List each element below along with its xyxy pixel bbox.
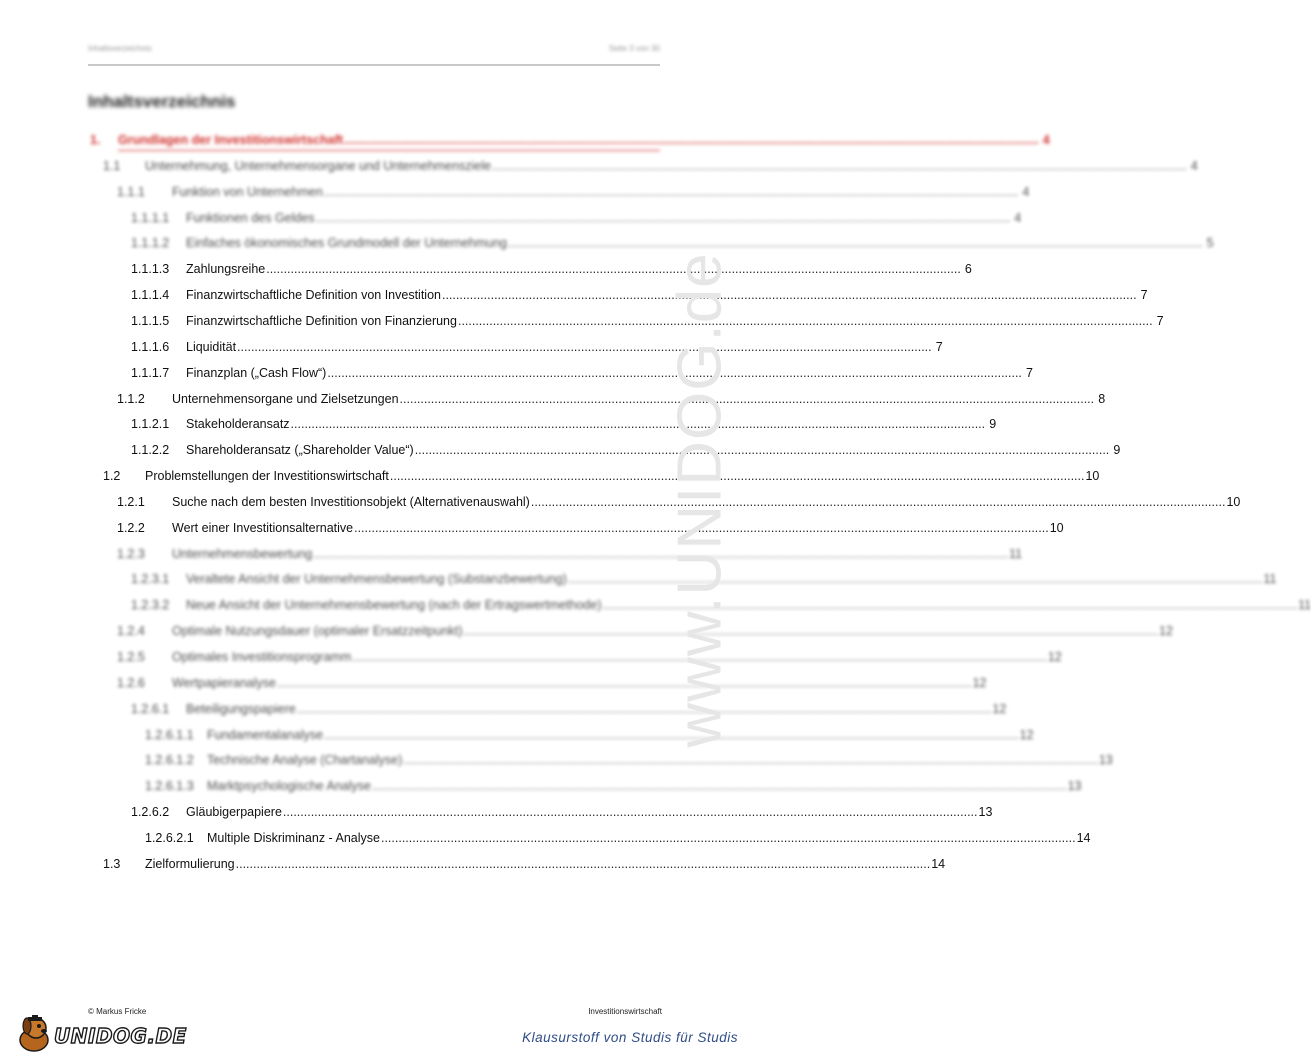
toc-leader-dots: ........................................................................................................................................................................................................: [567, 572, 1263, 587]
toc-entry-number: 1.1.2: [117, 391, 145, 406]
toc-entry-page: 9: [1113, 443, 1121, 458]
toc-entry-number: 1.1.1: [117, 184, 145, 199]
toc-entry-page: 7: [1140, 288, 1148, 303]
toc-leader-dots: ........................................................................................................................................................................................................: [327, 365, 1022, 380]
toc-entry-title: Wert einer Investitionsalternative: [172, 520, 354, 535]
toc-entry-line: [186, 208, 1022, 228]
toc-leader-dots: ........................................................................................................................................................................................................: [313, 546, 1008, 561]
toc-entry-title: Technische Analyse (Chartanalyse): [207, 753, 403, 768]
toc-entry[interactable]: [0, 518, 1064, 538]
toc-leader-dots: ........................................................................................................................................................................................................: [277, 675, 972, 690]
toc-leader-dots: ........................................................................................................................................................................................................: [296, 701, 992, 716]
toc-entry[interactable]: [0, 776, 1082, 796]
toc-entry-title: Unternehmung, Unternehmensorgane und Unternehmensziele: [145, 158, 492, 173]
toc-entry-title: Grundlagen der Investitionswirtschaft: [118, 133, 344, 147]
toc-entry-page: 8: [1098, 391, 1106, 406]
toc-leader-dots: ........................................................................................................................................................................................................: [399, 391, 1095, 406]
toc-entry-number: 1.1.1.7: [131, 365, 170, 380]
toc-title: Inhaltsverzeichnis: [88, 92, 236, 111]
toc-leader-dots: ........................................................................................................................................................................................................: [602, 598, 1298, 613]
toc-entry-page: 5: [1206, 236, 1214, 251]
toc-entry-number: 1.1.1.3: [131, 262, 170, 277]
toc-entry-number: 1.2.6.1.1: [145, 727, 194, 742]
toc-entry-line: [207, 828, 1091, 848]
toc-leader-dots: ........................................................................................................................................................................................................: [266, 262, 961, 277]
toc-entry-page: 14: [1076, 830, 1091, 845]
toc-entry-page: 10: [1226, 494, 1241, 509]
slogan: Klausurstoff von Studis für Studis: [522, 1030, 738, 1045]
toc-entry[interactable]: [0, 466, 1100, 486]
toc-entry-line: [172, 544, 1022, 564]
toc-entry-number: 1.1.1.1: [131, 210, 170, 225]
toc-entry[interactable]: [0, 621, 1173, 641]
toc-entry[interactable]: [0, 725, 1034, 745]
toc-entry-number: 1.2.2: [117, 520, 145, 535]
toc-entry-title: Veraltete Ansicht der Unternehmensbewertung (Substanzbewertung): [186, 572, 567, 587]
toc-entry-line: [186, 259, 972, 279]
toc-entry-page: 6: [964, 262, 972, 277]
toc-entry[interactable]: [0, 311, 1164, 331]
toc-entry-title: Unternehmensbewertung: [172, 546, 313, 561]
toc-entry-title: Unternehmensorgane und Zielsetzungen: [172, 391, 399, 406]
toc-entry-title: Stakeholderansatz: [186, 417, 290, 432]
toc-entry[interactable]: [0, 233, 1214, 253]
toc-entry[interactable]: [0, 544, 1022, 564]
toc-entry-page: 11: [1008, 546, 1022, 561]
toc-entry-number: 1.2.6.1.3: [145, 779, 194, 794]
toc-entry-page: 4: [1190, 158, 1198, 173]
toc-entry-page: 4: [1042, 133, 1050, 147]
logo-text: UNIDOG.DE: [54, 1024, 187, 1048]
toc-entry-line: [145, 854, 946, 874]
toc-entry-number: 1.1: [103, 158, 121, 173]
toc-entry[interactable]: [0, 750, 1113, 770]
toc-entry-page: 13: [1098, 753, 1113, 768]
toc-leader-dots: ........................................................................................................................................................................................................: [324, 727, 1019, 742]
toc-entry[interactable]: [0, 414, 997, 434]
toc-entry-line: [186, 363, 1033, 383]
toc-entry-title: Funktionen des Geldes: [186, 210, 315, 225]
toc-entry-line: [172, 182, 1030, 202]
toc-entry-number: 1.2.3: [117, 546, 145, 561]
toc-entry-line: [186, 337, 943, 357]
toc-entry-number: 1.1.1.6: [131, 339, 170, 354]
toc-entry-title: Funktion von Unternehmen: [172, 184, 323, 199]
toc-entry-line: [186, 569, 1277, 589]
toc-entry-page: 10: [1085, 469, 1100, 484]
toc-entry-number: 1.2.6.1.2: [145, 753, 194, 768]
toc-entry-page: 14: [931, 856, 946, 871]
toc-leader-dots: ........................................................................................................................................................................................................: [290, 417, 986, 432]
toc-entry-title: Marktpsychologische Analyse: [207, 779, 371, 794]
toc-entry-line: [118, 130, 1050, 151]
toc-leader-dots: ........................................................................................................................................................................................................: [457, 313, 1153, 328]
toc-entry-number: 1.1.1.5: [131, 313, 170, 328]
toc-entry-number: 1.2.6: [117, 675, 145, 690]
toc-entry-number: 1.3: [103, 856, 121, 871]
toc-leader-dots: ........................................................................................................................................................................................................: [441, 288, 1137, 303]
toc-entry[interactable]: [0, 492, 1241, 512]
toc-entry-title: Gläubigerpapiere: [186, 805, 282, 820]
toc-entry-title: Shareholderansatz („Shareholder Value“): [186, 443, 414, 458]
toc-entry[interactable]: [0, 673, 987, 693]
toc-entry-page: 11: [1263, 572, 1277, 587]
toc-entry-line: [145, 466, 1100, 486]
toc-leader-dots: ........................................................................................................................................................................................................: [237, 339, 932, 354]
toc-leader-dots: ........................................................................................................................................................................................................: [323, 184, 1019, 199]
watermark: [660, 240, 740, 760]
toc-entry-page: 12: [1019, 727, 1034, 742]
toc-entry[interactable]: [0, 182, 1030, 202]
toc-entry-title: Suche nach dem besten Investitionsobjekt (Alternativenauswahl): [172, 494, 530, 509]
toc-leader-dots: ........................................................................................................................................................................................................: [282, 805, 978, 820]
toc-entry-title: Fundamentalanalyse: [207, 727, 324, 742]
toc-entry-title: Finanzwirtschaftliche Definition von Finanzierung: [186, 313, 457, 328]
toc-entry-number: 1.2.6.2.1: [145, 830, 194, 845]
toc-entry-line: [172, 389, 1106, 409]
toc-entry[interactable]: [0, 595, 1311, 615]
toc-entry-line: [186, 233, 1214, 253]
toc-entry-line: [186, 414, 997, 434]
toc-entry-page: 12: [1159, 624, 1173, 639]
toc-entry-line: [207, 750, 1113, 770]
watermark-text: www.UNIDOG.de: [665, 252, 735, 748]
toc-leader-dots: ........................................................................................................................................................................................................: [380, 830, 1076, 845]
toc-entry-title: Optimale Nutzungsdauer (optimaler Ersatzzeitpunkt): [172, 624, 463, 639]
toc-entry-title: Zahlungsreihe: [186, 262, 266, 277]
toc-entry-number: 1.2.1: [117, 494, 145, 509]
toc-leader-dots: ........................................................................................................................................................................................................: [389, 469, 1085, 484]
toc-entry-page: 7: [935, 339, 943, 354]
toc-entry[interactable]: [0, 363, 1033, 383]
toc-entry[interactable]: [0, 156, 1198, 176]
toc-entry[interactable]: [0, 208, 1022, 228]
page-header: [88, 40, 660, 66]
toc-entry-line: [207, 725, 1034, 745]
toc-entry-title: Neue Ansicht der Unternehmensbewertung (nach der Ertragswertmethode): [186, 598, 602, 613]
toc-entry-title: Multiple Diskriminanz - Analyse: [207, 830, 380, 845]
toc-entry-number: 1.2.6.2: [131, 805, 170, 820]
toc-entry-page: 12: [992, 701, 1007, 716]
toc-entry-title: Problemstellungen der Investitionswirtschaft: [145, 469, 389, 484]
toc-entry-number: 1.: [90, 133, 101, 147]
toc-entry-page: 4: [1022, 184, 1030, 199]
toc-entry-line: [186, 311, 1164, 331]
toc-entry[interactable]: [0, 828, 1091, 848]
toc-entry-page: 11: [1298, 598, 1311, 613]
toc-entry-line: [207, 776, 1082, 796]
toc-entry[interactable]: [0, 337, 943, 357]
unidog-logo[interactable]: [12, 1014, 187, 1054]
toc-entry-page: 10: [1049, 520, 1064, 535]
toc-leader-dots: ........................................................................................................................................................................................................: [235, 856, 931, 871]
toc-entry-title: Beteiligungspapiere: [186, 701, 296, 716]
toc-entry-number: 1.1.2.2: [131, 443, 170, 458]
toc-entry-line: [172, 647, 1062, 667]
toc-leader-dots: ........................................................................................................................................................................................................: [344, 133, 1039, 147]
toc-leader-dots: ........................................................................................................................................................................................................: [463, 624, 1158, 639]
toc-entry-number: 1.1.1.2: [131, 236, 170, 251]
toc-entry-page: 7: [1025, 365, 1033, 380]
toc-entry-number: 1.1.2.1: [131, 417, 170, 432]
toc-entry[interactable]: [0, 389, 1106, 409]
toc-leader-dots: ........................................................................................................................................................................................................: [315, 210, 1011, 225]
toc-entry-title: Einfaches ökonomisches Grundmodell der Unternehmung: [186, 236, 508, 251]
toc-entry-page: 9: [989, 417, 997, 432]
toc-entry-line: [145, 156, 1198, 176]
toc-entry-line: [172, 673, 987, 693]
toc-entry[interactable]: [0, 440, 1121, 460]
toc-entry[interactable]: [0, 259, 972, 279]
header-right-text: Seite 3 von 30: [608, 44, 660, 53]
toc-leader-dots: ........................................................................................................................................................................................................: [492, 158, 1187, 173]
toc-entry-line: [186, 440, 1121, 460]
toc-entry-line: [186, 285, 1148, 305]
toc-entry[interactable]: [0, 699, 1007, 719]
toc-leader-dots: ........................................................................................................................................................................................................: [371, 779, 1067, 794]
toc-leader-dots: ........................................................................................................................................................................................................: [354, 520, 1049, 535]
toc-entry-number: 1.2.3.1: [131, 572, 170, 587]
toc-entry[interactable]: [0, 802, 993, 822]
toc-leader-dots: ........................................................................................................................................................................................................: [352, 650, 1047, 664]
toc-entry-number: 1.1.1.4: [131, 288, 170, 303]
toc-entry-title: Finanzwirtschaftliche Definition von Investition: [186, 288, 441, 303]
toc-entry-title: Zielformulierung: [145, 856, 235, 871]
toc-entry-page: 4: [1014, 210, 1022, 225]
toc-entry-line: [186, 802, 993, 822]
toc-leader-dots: ........................................................................................................................................................................................................: [403, 753, 1098, 768]
toc-entry-page: 12: [1047, 650, 1062, 664]
toc-entry[interactable]: [0, 285, 1148, 305]
toc-entry[interactable]: [0, 647, 1062, 667]
toc-entry-page: 13: [1067, 779, 1082, 794]
toc-leader-dots: ........................................................................................................................................................................................................: [530, 494, 1226, 509]
toc-entry-title: Optimales Investitionsprogramm: [172, 650, 352, 664]
dog-mascot-icon: [12, 1014, 56, 1054]
toc-entry-line: [172, 518, 1064, 538]
toc-entry-title: Liquidität: [186, 339, 237, 354]
toc-entry-number: 1.2.4: [117, 624, 145, 639]
footer-subject: Investitionswirtschaft: [588, 1007, 662, 1016]
toc-entry[interactable]: [0, 569, 1277, 589]
toc-entry-page: 13: [978, 805, 993, 820]
toc-entry-number: 1.2: [103, 469, 121, 484]
toc-entry-line: [186, 595, 1311, 615]
toc-entry-page: 7: [1156, 313, 1164, 328]
toc-entry[interactable]: [0, 854, 946, 874]
toc-entry-line: [172, 621, 1173, 641]
toc-entry-title: Wertpapieranalyse: [172, 675, 276, 690]
toc-entry-title: Finanzplan („Cash Flow“): [186, 365, 327, 380]
toc-entry-line: [172, 492, 1241, 512]
toc-entry-number: 1.2.5: [117, 650, 145, 664]
toc-entry-page: 12: [972, 675, 987, 690]
toc-entry-number: 1.2.6.1: [131, 701, 170, 716]
toc-leader-dots: ........................................................................................................................................................................................................: [508, 236, 1203, 251]
footer-copyright: © Markus Fricke: [88, 1007, 147, 1016]
toc-entry-line: [186, 699, 1007, 719]
toc-entry[interactable]: [0, 130, 1050, 150]
header-left-text: Inhaltsverzeichnis: [88, 44, 152, 53]
toc-entry-number: 1.2.3.2: [131, 598, 170, 613]
toc-leader-dots: ........................................................................................................................................................................................................: [414, 443, 1110, 458]
